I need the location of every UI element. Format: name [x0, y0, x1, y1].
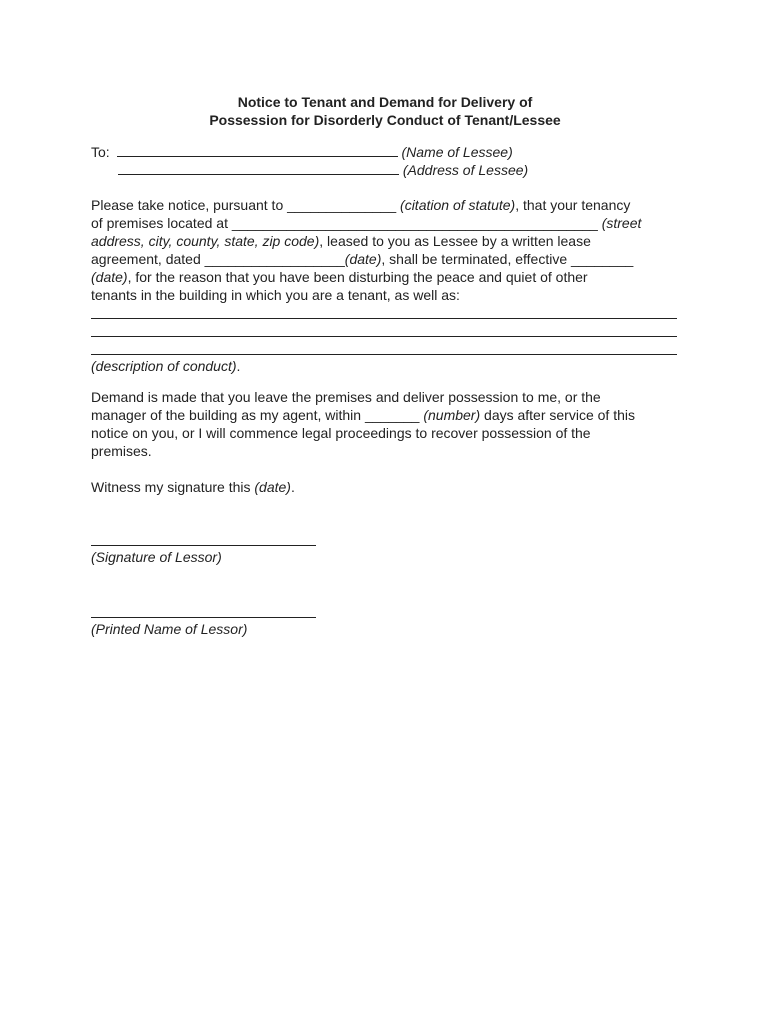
para2-line-1 — [91, 388, 601, 406]
para1-line-2 — [91, 214, 641, 232]
para2-line-4 — [91, 442, 152, 460]
para1-line-5 — [91, 268, 588, 286]
conduct-line-1[interactable] — [91, 318, 677, 319]
para1-line-6 — [91, 286, 460, 304]
para2-text: premises. — [91, 443, 152, 459]
para1-text: , that your tenancy — [515, 197, 631, 213]
para1-text: agreement, dated — [91, 251, 205, 267]
address-hint-cont: address, city, county, state, zip code) — [91, 233, 320, 249]
lessee-name-field[interactable] — [117, 144, 398, 157]
title-line-1: Notice to Tenant and Demand for Delivery of — [237, 94, 533, 110]
statute-hint: (citation of statute) — [396, 197, 516, 213]
para1-text: tenants in the building in which you are a tenant, as well as: — [91, 287, 460, 303]
conduct-hint: (description of conduct) — [91, 358, 237, 374]
para2-line-2 — [91, 406, 635, 424]
address-hint: (street — [597, 215, 642, 231]
conduct-hint-row — [91, 357, 240, 375]
para1-text: , shall be terminated, effective — [381, 251, 571, 267]
to-label: To: — [91, 144, 110, 160]
lessee-address-hint: (Address of Lessee) — [402, 162, 529, 178]
para2-text: days after service of this — [480, 407, 635, 423]
conduct-period: . — [236, 358, 241, 374]
signature-label: (Signature of Lessor) — [91, 549, 222, 565]
witness-text: Witness my signature this — [91, 479, 255, 495]
witness-period: . — [290, 479, 295, 495]
signature-line[interactable] — [91, 545, 316, 546]
days-blank[interactable]: _______ — [364, 407, 420, 423]
para1-line-3 — [91, 232, 591, 250]
para1-text: Please take notice, pursuant to — [91, 197, 288, 213]
effective-date-blank[interactable]: ________ — [571, 251, 634, 267]
printed-name-line[interactable] — [91, 617, 316, 618]
document-title — [0, 93, 770, 129]
printed-name-label: (Printed Name of Lessor) — [91, 621, 248, 637]
para1-text: of premises located at — [91, 215, 232, 231]
to-address-row — [118, 161, 528, 179]
witness-date-hint: (date) — [254, 479, 291, 495]
address-blank[interactable]: _______________________________________________ — [231, 215, 598, 231]
para1-line-1 — [91, 196, 630, 214]
para2-text: notice on you, or I will commence legal proceedings to recover possession of the — [91, 425, 591, 441]
para2-text: manager of the building as my agent, within — [91, 407, 365, 423]
lessee-address-field[interactable] — [118, 162, 399, 175]
para2-line-3 — [91, 424, 591, 442]
statute-blank[interactable]: ______________ — [287, 197, 397, 213]
para1-line-4 — [91, 250, 633, 268]
conduct-line-3[interactable] — [91, 354, 677, 355]
effective-date-hint: (date) — [91, 269, 128, 285]
to-name-row — [91, 143, 513, 161]
title-line-2: Possession for Disorderly Conduct of Tenant/Lessee — [209, 112, 561, 128]
para1-text: , for the reason that you have been disturbing the peace and quiet of other — [127, 269, 588, 285]
days-hint: (number) — [419, 407, 481, 423]
para1-text: , leased to you as Lessee by a written lease — [319, 233, 591, 249]
witness-row — [91, 478, 295, 496]
conduct-line-2[interactable] — [91, 336, 677, 337]
lease-date-blank[interactable]: __________________ — [204, 251, 345, 267]
lease-date-hint: (date) — [344, 251, 382, 267]
lessee-name-hint: (Name of Lessee) — [401, 144, 513, 160]
para2-text: Demand is made that you leave the premises and deliver possession to me, or the — [91, 389, 601, 405]
